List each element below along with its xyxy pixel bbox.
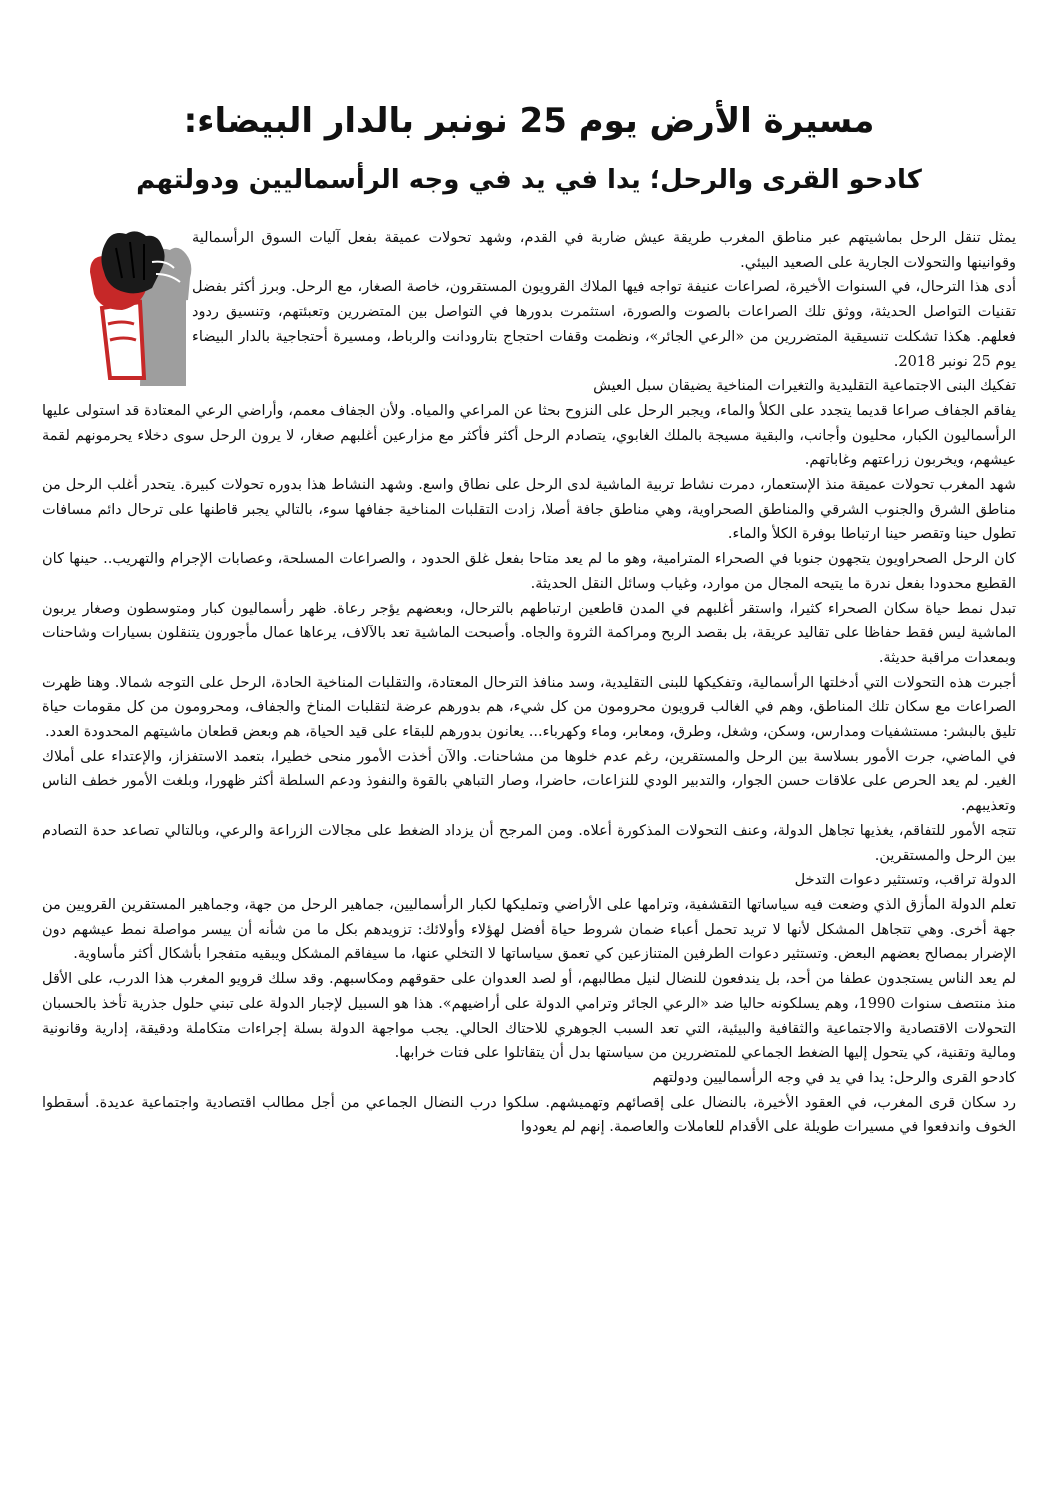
paragraph: في الماضي، جرت الأمور بسلاسة بين الرحل والمستقرين، رغم عدم خلوها من مشاحنات. والآن أخذت الأمور منحى خطيرا، بتعمد الاستفزاز، والإعتداء على أملاك الغير. لم يعد الحرص على علاقات حسن الجوار، والتدبير الودي للنزاعات، حاضرا، وصار التباهي بالقوة والنفوذ ودعم السلطة أكثر ظهورا، وبلغت الأمور خطف الناس وتعذيبهم. xyxy=(42,748,1016,815)
article-body xyxy=(42,226,1016,1140)
section-heading: تفكيك البنى الاجتماعية التقليدية والتغيرات المناخية يضيقان سبل العيش xyxy=(593,378,1016,395)
intro-paragraph: أدى هذا الترحال، في السنوات الأخيرة، لصراعات عنيفة تواجه فيها الملاك القرويون المستقرون، خاصة الصغار، مع الرحل. وبرز أكثر بفضل تقنيات التواصل الحديثة، ووثق تلك الصراعات بالصوت والصورة، استثمرت بدورها في التواصل بين المتضررين وتعبئتهم، وتنسيق ردود فعلهم. هكذا تشكلت تنسيقية المتضررين من «الرعي الجائر»، ونظمت وقفات احتجاج بتارودانت والرباط، ومسيرة أحتجاجية بالدار البيضاء يوم 25 نونبر 2018. xyxy=(192,279,1016,370)
paragraph: يفاقم الجفاف صراعا قديما يتجدد على الكلأ والماء، ويجبر الرحل على النزوح بحثا عن المراعي والمياه. ولأن الجفاف معمم، وأراضي الرعي المعتادة قد استولى عليها الرأسماليون الكبار، محليون وأجانب، والبقية مسيجة بالملك الغابوي، يتصادم الرحل أكثر فأكثر مع مزارعين أغلبهم صغار، لا يرون الرحل سوى دخلاء يحرمونهم لقمة عيشهم، ويخربون زراعتهم وغاباتهم. xyxy=(42,402,1016,469)
paragraph: شهد المغرب تحولات عميقة منذ الإستعمار، دمرت نشاط تربية الماشية لدى الرحل على نطاق واسع. وشهد النشاط هذا بدوره تحولات كبيرة. يتحدر أغلب الرحل من مناطق الشرق والجنوب الشرقي والمناطق الصحراوية، وهي مناطق جافة أصلا، زادت التقلبات المناخية جفافها سوء، بالتالي يجبر قاطنها على ترحال دائم مسافات تطول حينا وتقصر حينا ارتباطا بوفرة الكلأ والماء. xyxy=(42,477,1016,543)
paragraph: أجبرت هذه التحولات التي أدخلتها الرأسمالية، وتفكيكها للبنى التقليدية، وسد منافذ الترحال المعتادة، والتقلبات المناخية الحادة، الرحل على التوجه شمالا. وهنا ظهرت الصراعات مع سكان تلك المناطق، وهم في الغالب قرويون محرومون من كل شيء، هم بدورهم عرضة لتقلبات المناخ والجفاف، ومحرومون من كل مقومات حياة تليق بالبشر: مستشفيات ومدارس، وسكن، وشغل، وطرق، ومعابر، وماء وكهرباء... يعانون بدورهم للبقاء على قيد الحياة، هم وبعض قطعان ماشيتهم المحدودة العدد. xyxy=(42,674,1016,741)
paragraph: تبدل نمط حياة سكان الصحراء كثيرا، واستقر أغلبهم في المدن قاطعين ارتباطهم بالترحال، وبعضهم يؤجر رعاة. ظهر رأسماليون كبار ومتوسطون وصغار يربون الماشية ليس فقط حفاظا على تقاليد عريقة، بل بقصد الربح ومراكمة الثروة والجاه. وأصبحت الماشية تعد بالآلاف، يرعاها عمال مأجورون يتنقلون بسيارات وشاحنات وبمعدات مراقبة حديثة. xyxy=(42,600,1016,666)
paragraph: تتجه الأمور للتفاقم، يغذيها تجاهل الدولة، وعنف التحولات المذكورة أعلاه. ومن المرجح أن يزداد الضغط على مجالات الزراعة والرعي، وبالتالي تصاعد حدة التصادم بين الرحل والمستقرين. xyxy=(42,822,1016,864)
document-title: مسيرة الأرض يوم 25 نونبر بالدار البيضاء: xyxy=(183,101,875,141)
paragraph: تعلم الدولة المأزق الذي وضعت فيه سياساتها التقشفية، وترامها على الأراضي وتمليكها لكبار الرأسماليين، جماهير الرحل من جهة، وجماهير المستقرين القرويين من جهة أخرى. وهي تتجاهل المشكل لأنها لا تريد تحمل أعباء ضمان شروط حياة أفضل لهؤلاء وأولائك: تزويدهم بكل ما من شأنه أن ييسر مواصلة نمط عيشهم دون الإضرار بمصالح بعضهم البعض. وتستثير دعوات الطرفين المتنازعين كي تعمق سياساتها لا التخلي عنها، ما سيفاقم المشكل ويبقيه متفجرا بأشكال أكثر مأساوية. xyxy=(42,896,1016,963)
section-heading: الدولة تراقب، وتستثير دعوات التدخل xyxy=(794,872,1016,889)
document-subtitle: كادحو القرى والرحل؛ يدا في يد في وجه الرأسماليين ودولتهم xyxy=(136,165,922,195)
section-heading: كادحو القرى والرحل: يدا في يد في وجه الرأسماليين ودولتهم xyxy=(652,1069,1016,1086)
intro-paragraph: يمثل تنقل الرحل بماشيتهم عبر مناطق المغرب طريقة عيش ضاربة في القدم، وشهد تحولات عميقة بفعل آليات السوق الرأسمالية وقوانينها والتحولات الجارية على الصعيد البيئي. xyxy=(192,230,1016,271)
paragraph: رد سكان قرى المغرب، في العقود الأخيرة، بالنضال على إقصائهم وتهميشهم. سلكوا درب النضال الجماعي من أجل مطالب اقتصادية واجتماعية عديدة. أسقطوا الخوف واندفعوا في مسيرات طويلة على الأقدام للعاملات والعاصمة. إنهم لم يعودوا xyxy=(42,1094,1016,1136)
paragraph: لم يعد الناس يستجدون عطفا من أحد، بل يندفعون للنضال لنيل مطالبهم، أو لصد العدوان على حقوقهم ومكاسبهم. وقد سلك قرويو المغرب هذا الدرب، على الأقل منذ منتصف سنوات 1990، وهم يسلكونه حاليا ضد «الرعي الجائر وترامي الدولة على أراضيهم». هذا هو السبيل لإجبار الدولة على تبني حلول جذرية تأخذ بالحسبان التحولات الاقتصادية والاجتماعية والثقافية والبيئية، التي تعد السبب الجوهري للاحتاك الحالي. يجب مواجهة الدولة بسلة إجراءات متكاملة ودقيقة، إدارية وقانونية ومالية وتقنية، كي يتحول إليها الضغط الجماعي للمتضررين من سياستها بدل أن يتقاتلوا على فتات خرابها. xyxy=(42,971,1016,1062)
paragraph: كان الرحل الصحراويون يتجهون جنوبا في الصحراء المترامية، وهو ما لم يعد متاحا بفعل غلق الحدود ، والصراعات المسلحة، وعصابات الإجرام والتهريب.. حينها كان القطيع محدودا بفعل ندرة ما يتيحه المجال من موارد، وغياب وسائل النقل الحديثة. xyxy=(42,551,1016,592)
